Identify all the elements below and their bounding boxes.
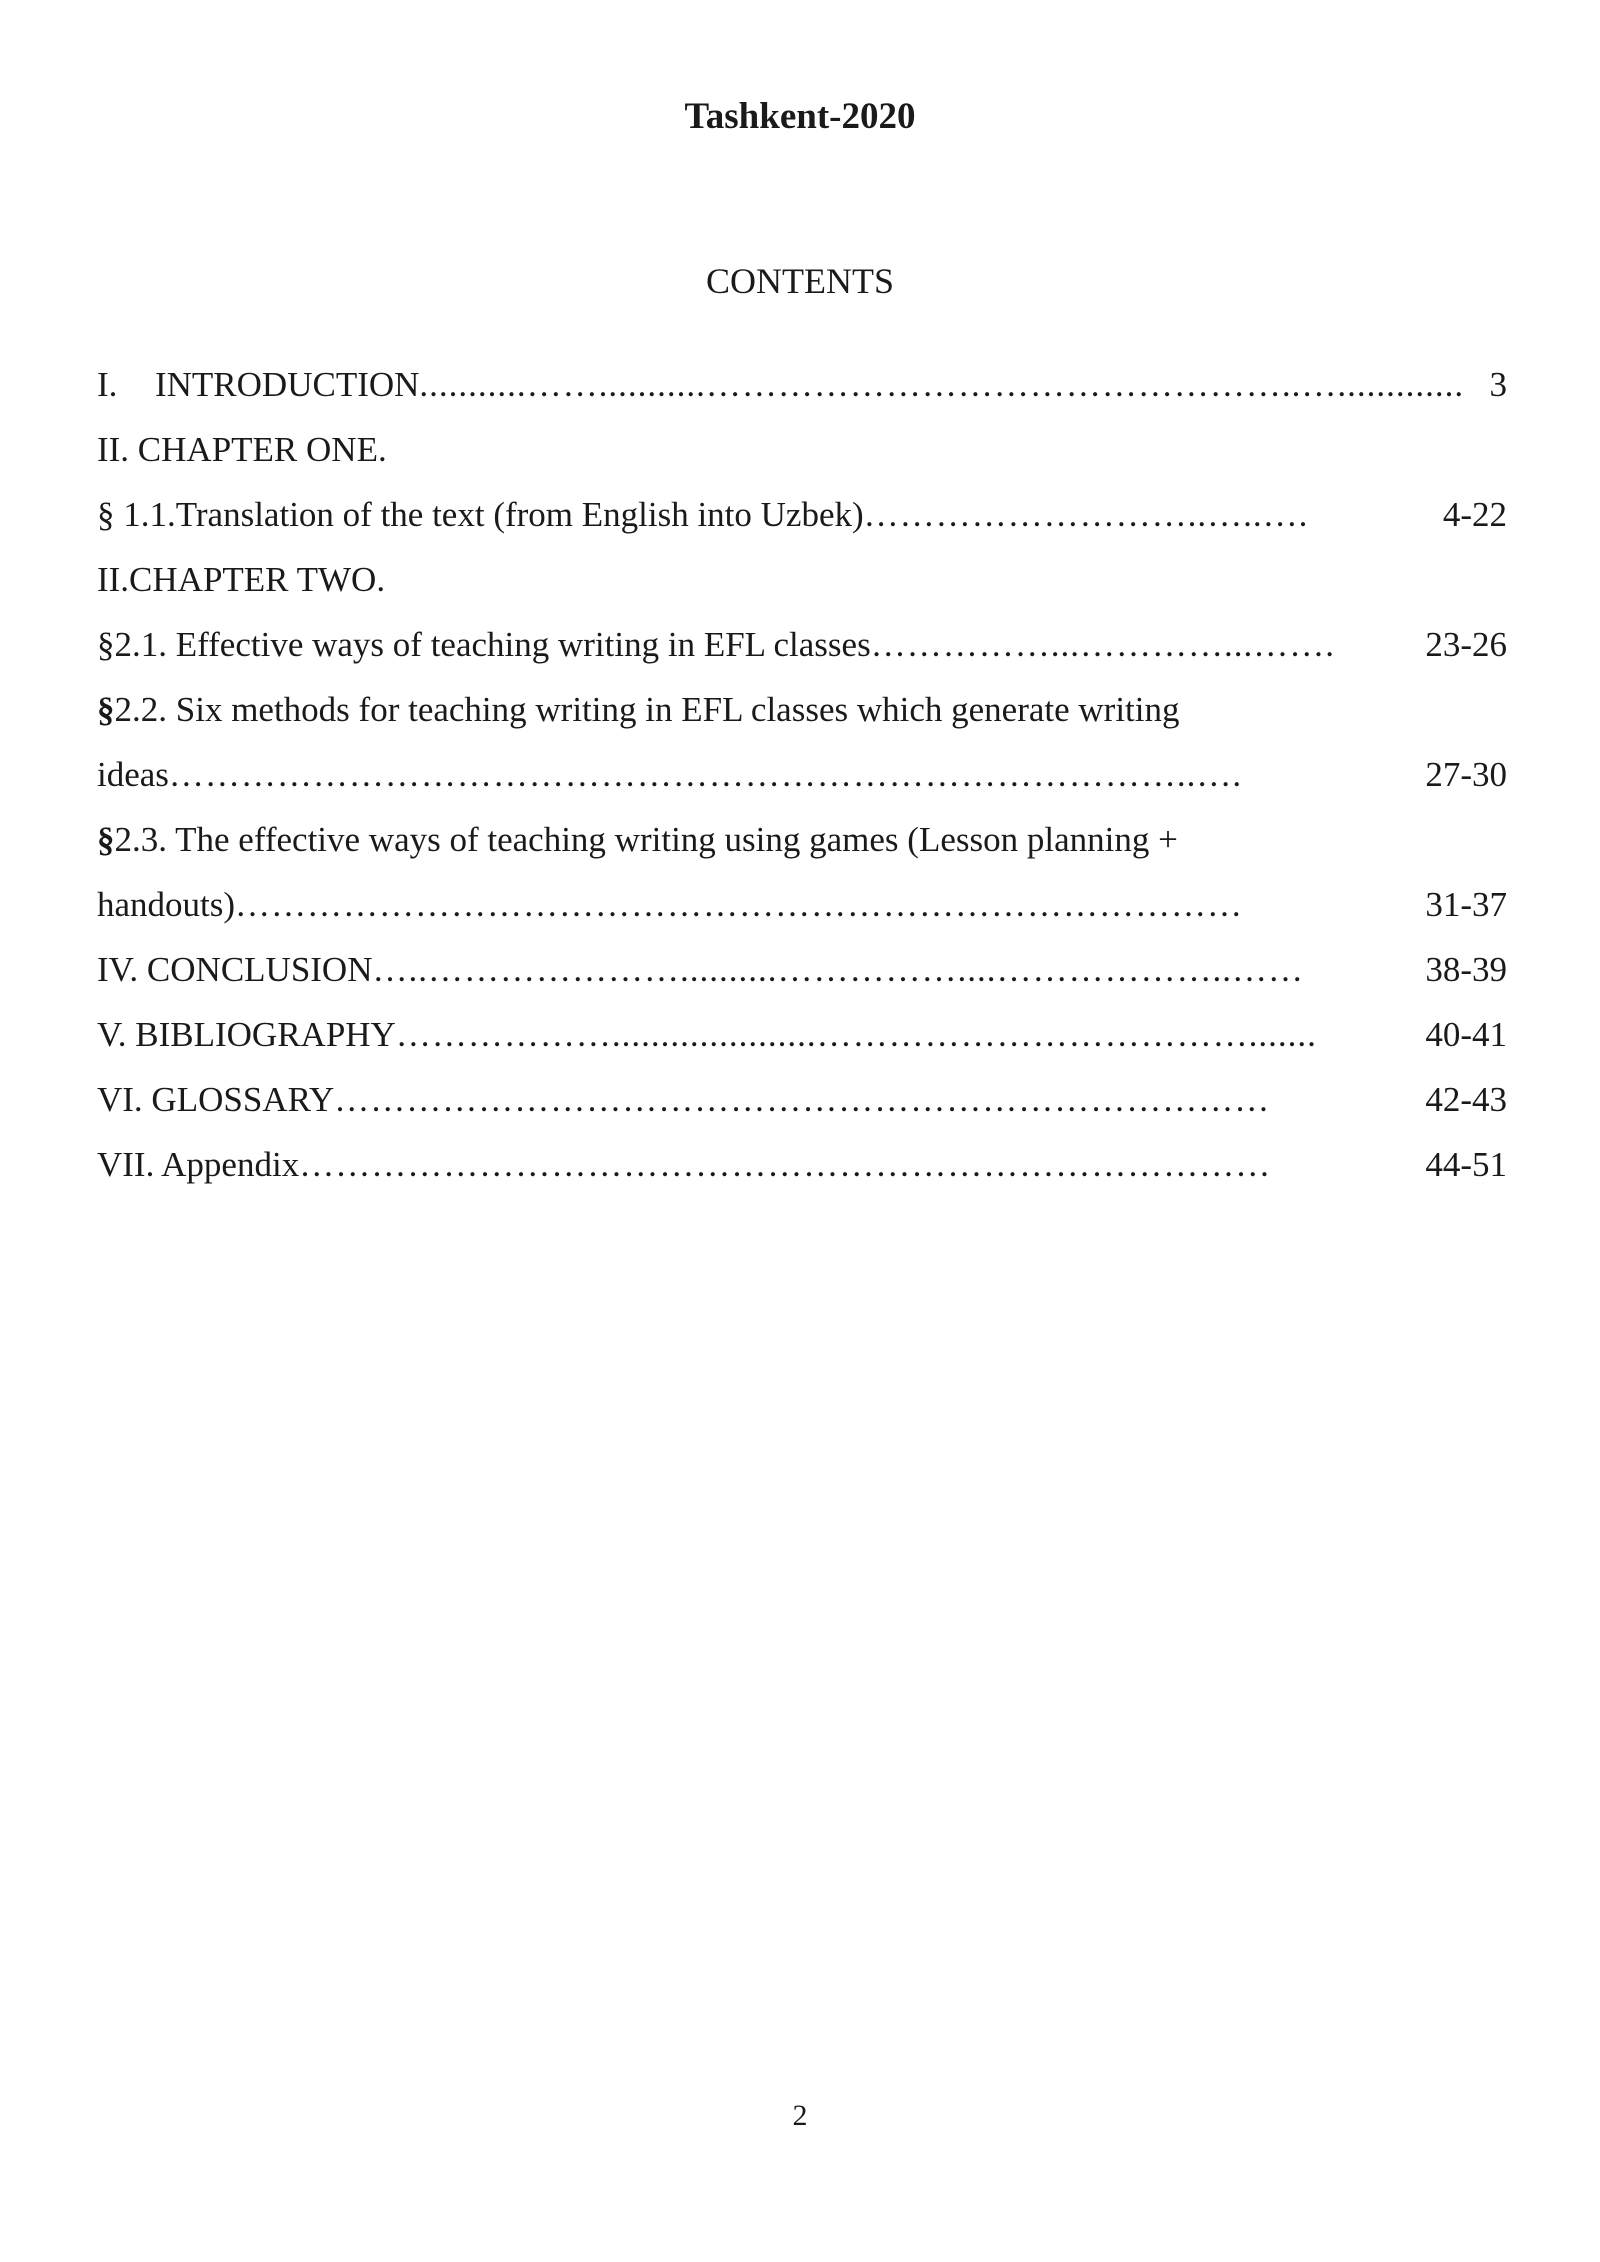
- toc-entry-title: 2.3. The effective ways of teaching writing using games (Lesson planning +: [114, 820, 1178, 859]
- contents-heading: CONTENTS: [706, 261, 894, 301]
- toc-entry-title: INTRODUCTION: [155, 365, 420, 404]
- toc-entry-title: 2.2. Six methods for teaching writing in EFL classes which generate writing: [114, 690, 1180, 729]
- toc-entry-chapter-one[interactable]: [97, 425, 1507, 490]
- section-symbol: §: [97, 690, 115, 729]
- toc-dot-leader: ...........……...........…………………………………………..….............: [419, 365, 1465, 404]
- section-symbol: §: [97, 820, 115, 859]
- toc-entry-page: 4-22: [1442, 495, 1507, 534]
- toc-entry-page: 27-30: [1425, 755, 1507, 794]
- toc-entry-section-2-1[interactable]: [97, 620, 1507, 685]
- toc-entry-page: 44-51: [1425, 1145, 1507, 1184]
- toc-entry-title: VI. GLOSSARY: [97, 1080, 335, 1119]
- toc-entry-number: I.: [97, 365, 118, 404]
- toc-entry-section-1-1[interactable]: [97, 490, 1507, 555]
- document-header-title: Tashkent-2020: [684, 96, 916, 137]
- toc-entry-section-2-3[interactable]: [97, 815, 1507, 880]
- toc-entry-glossary[interactable]: [97, 1075, 1507, 1140]
- toc-entry-title: VII. Appendix: [97, 1145, 300, 1184]
- toc-entry-bibliography[interactable]: [97, 1010, 1507, 1075]
- toc-dot-leader: ……………….....................……………………………….......: [395, 1015, 1317, 1054]
- toc-entry-section-2-2[interactable]: [97, 685, 1507, 750]
- toc-entry-appendix[interactable]: [97, 1140, 1507, 1205]
- toc-dot-leader: ……………………………………………………………………: [334, 1080, 1271, 1119]
- toc-dot-leader: ……………...…………...…….: [870, 625, 1335, 664]
- toc-entry-title: § 1.1.Translation of the text (from English into Uzbek): [97, 495, 864, 534]
- toc-entry-chapter-two[interactable]: [97, 555, 1507, 620]
- page-number: 2: [792, 2099, 808, 2132]
- toc-entry-page: 40-41: [1425, 1015, 1507, 1054]
- toc-entry-page: 42-43: [1425, 1080, 1507, 1119]
- table-of-contents: [97, 360, 1507, 1205]
- toc-dot-leader: ………………………………………………………………………: [299, 1145, 1272, 1184]
- toc-entry-page: 38-39: [1425, 950, 1507, 989]
- toc-entry-page: 31-37: [1425, 885, 1507, 924]
- toc-entry-title: IV. CONCLUSION: [97, 950, 373, 989]
- toc-entry-conclusion[interactable]: [97, 945, 1507, 1010]
- toc-entry-page: 3: [1489, 365, 1507, 404]
- toc-entry-title: §2.1. Effective ways of teaching writing in EFL classes: [97, 625, 871, 664]
- toc-entry-title: II.CHAPTER TWO.: [97, 560, 386, 599]
- toc-dot-leader: …………………………………………………………………………..….: [168, 755, 1243, 794]
- toc-entry-title: V. BIBLIOGRAPHY: [97, 1015, 396, 1054]
- toc-entry-title: handouts): [97, 885, 236, 924]
- toc-dot-leader: …..…………………..........……………....………………..……: [372, 950, 1304, 989]
- toc-entry-title: ideas: [97, 755, 169, 794]
- toc-entry-section-2-3-continued[interactable]: [97, 880, 1507, 945]
- toc-entry-title: II. CHAPTER ONE.: [97, 430, 387, 469]
- toc-dot-leader: ………………………..…..….: [863, 495, 1309, 534]
- toc-entry-section-2-2-continued[interactable]: [97, 750, 1507, 815]
- toc-entry-introduction[interactable]: [97, 360, 1507, 425]
- toc-entry-page: 23-26: [1425, 625, 1507, 664]
- toc-dot-leader: …………………………………………………………………………: [235, 885, 1244, 924]
